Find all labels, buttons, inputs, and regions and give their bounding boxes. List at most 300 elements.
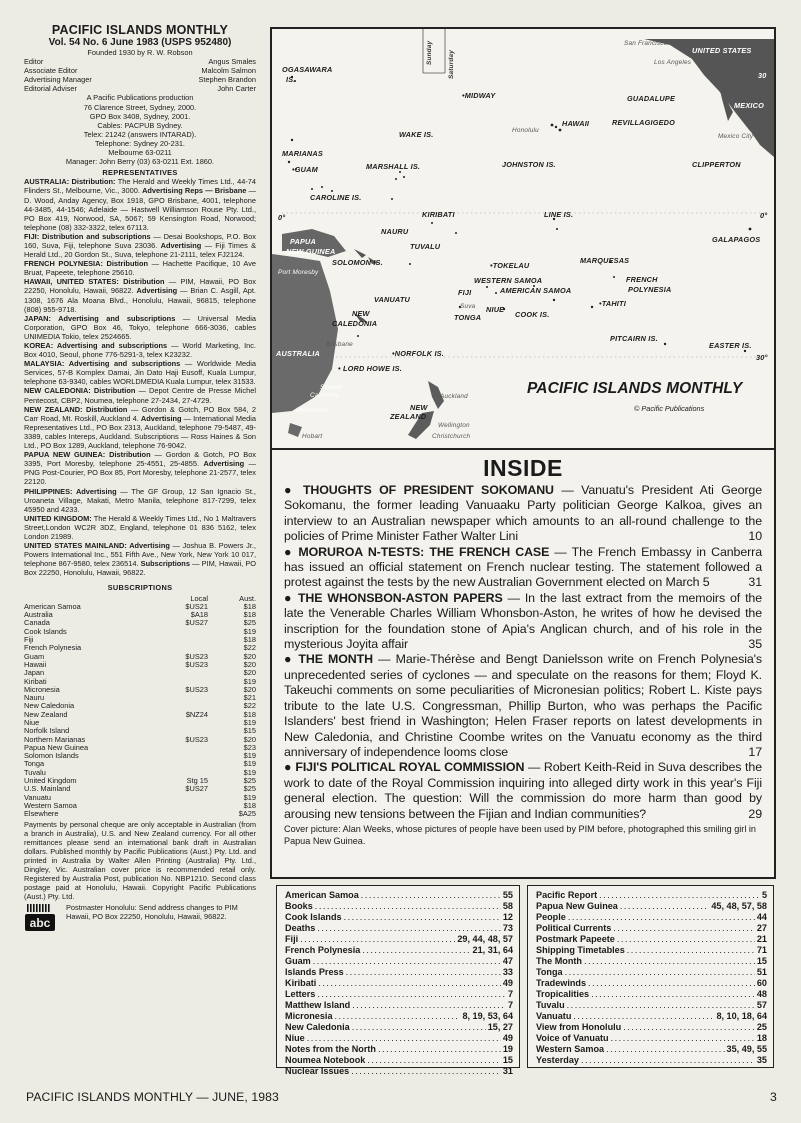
- rep-entry: [24, 359, 256, 386]
- sub-country: Niue: [24, 717, 40, 727]
- sub-aust-price: $25: [243, 618, 256, 628]
- index-pages: 7: [507, 1000, 513, 1010]
- rep-entry: [24, 514, 256, 541]
- sub-local-price: $US27: [185, 784, 208, 794]
- rep-subheading: Subscriptions: [140, 559, 190, 569]
- index-row: [536, 1044, 767, 1055]
- story-summary: — In the last extract from the memoirs of the late the Venerable Charles William Whonsbon-Aston, he writes of how he devised the inscription for the foundation stone of Apia's Anglican church, and of his role in the mysterious Joyita affair: [284, 590, 762, 652]
- index-leader: [567, 1000, 755, 1011]
- label-ogasawara-is: IS.: [286, 75, 296, 84]
- col-aust-header: Aust.: [239, 593, 256, 603]
- sub-local-price: [156, 719, 208, 727]
- sub-country: Japan: [24, 668, 45, 678]
- index-leader: [344, 912, 501, 923]
- index-leader: [568, 912, 755, 923]
- rep-entry: [24, 259, 256, 277]
- representatives-list: [24, 177, 256, 577]
- rep-heading: JAPAN: Advertising and subscriptions: [24, 313, 176, 323]
- index-pages: 71: [756, 945, 767, 955]
- story-headline: THOUGHTS OF PRESIDENT SOKOMANU: [302, 483, 554, 497]
- index-topic: Deaths: [285, 923, 316, 933]
- index-topic: Voice of Vanuatu: [536, 1033, 609, 1043]
- subscription-row: [24, 752, 256, 760]
- rep-heading: UNITED KINGDOM:: [24, 513, 92, 523]
- index-left: [276, 885, 520, 1076]
- index-leader: [351, 1066, 501, 1077]
- sub-country: Papua New Guinea: [24, 742, 89, 752]
- label-vanuatu: VANUATU: [374, 295, 410, 304]
- label-sunday: Sunday: [426, 40, 433, 65]
- index-leader: [573, 1011, 714, 1022]
- sub-aust-price: $19: [243, 626, 256, 636]
- index-row: [285, 978, 513, 989]
- rep-heading: HAWAII, UNITED STATES: Distribution: [24, 277, 165, 287]
- label-port-moresby: Port Moresby: [278, 269, 319, 276]
- label-galapagos: GALAPAGOS: [712, 235, 761, 244]
- index-pages: 51: [756, 967, 767, 977]
- label-papua: PAPUA: [290, 237, 317, 246]
- story-bullet: ●: [284, 760, 296, 775]
- index-topic: Micronesia: [285, 1011, 333, 1021]
- label-ogasawara: OGASAWARA: [282, 65, 333, 74]
- index-pages: 5: [761, 890, 767, 900]
- subscription-row: [24, 802, 256, 810]
- rep-heading: NEW ZEALAND: Distribution: [24, 404, 128, 414]
- rep-heading: FRENCH POLYNESIA: Distribution: [24, 259, 149, 269]
- label-midway: •MIDWAY: [462, 91, 496, 100]
- index-row: [536, 1000, 767, 1011]
- subscription-row: [24, 653, 256, 661]
- sub-country: Elsewhere: [24, 809, 59, 819]
- index-leader: [611, 1033, 755, 1044]
- story-item: [284, 545, 762, 591]
- story-page: 35: [748, 637, 762, 652]
- index-pages: 33: [502, 967, 513, 977]
- rep-entry: [24, 450, 256, 486]
- index-leader: [627, 945, 755, 956]
- subscription-row: [24, 644, 256, 652]
- index-pages: 60: [756, 978, 767, 988]
- map-brand-title: PACIFIC ISLANDS MONTHLY: [527, 380, 743, 397]
- index-row: [536, 1011, 767, 1022]
- index-pages: 73: [502, 923, 513, 933]
- index-leader: [565, 967, 755, 978]
- story-headline: MORUROA N-TESTS: THE FRENCH CASE: [298, 544, 550, 559]
- label-fiji: FIJI: [458, 288, 472, 297]
- postmaster-block: [24, 903, 256, 933]
- label-suva: Suva: [460, 303, 476, 310]
- label-cook: COOK IS.: [515, 310, 550, 319]
- index-row: [285, 989, 513, 1000]
- rep-text: — International Media Representatives Ltd., PO Box 2313, Auckland, telephone 79-5487, 49-3389, cables Intereps, Auckland. Subscriptions — Ross Haines & Son Ltd., PO Box 1289, Auckland, telephone 76-9042.: [24, 413, 256, 451]
- rep-text: — Universal Media Corporation, GPO Box 46, Tokyo, telephone 666-3036, cables UNIMEDIA Tokio, telex 2524665.: [24, 313, 256, 341]
- rep-entry: [24, 177, 256, 232]
- subscription-row: [24, 661, 256, 669]
- index-topic: Papua New Guinea: [536, 901, 618, 911]
- footer-title: PACIFIC ISLANDS MONTHLY — JUNE, 1983: [26, 1090, 279, 1104]
- sub-aust-price: $22: [243, 643, 256, 653]
- col-local-header: Local: [190, 593, 208, 603]
- rep-entry: [24, 314, 256, 341]
- label-pitcairn: PITCAIRN IS.: [610, 334, 658, 343]
- inside-heading: INSIDE: [483, 455, 563, 481]
- index-topic: Noumea Notebook: [285, 1055, 366, 1065]
- index-row: [536, 912, 767, 923]
- index-topic: Vanuatu: [536, 1011, 572, 1021]
- publisher-info: [24, 93, 256, 157]
- sub-local-price: [156, 760, 208, 768]
- rep-entry: [24, 232, 256, 259]
- index-leader: [317, 923, 501, 934]
- staff-role: Associate Editor: [24, 66, 78, 76]
- cover-caption: Cover picture: Alan Weeks, whose pictures of people have been used by PIM before, photographed this smiling girl in Papua New Guinea.: [284, 823, 756, 846]
- label-tuvalu: TUVALU: [410, 242, 441, 251]
- label-hawaii: HAWAII: [562, 119, 590, 128]
- index-pages: 8, 19, 53, 64: [462, 1011, 513, 1021]
- staff-row: [24, 84, 256, 93]
- index-topic: Yesterday: [536, 1055, 579, 1065]
- index-row: [536, 956, 767, 967]
- index-leader: [346, 967, 501, 978]
- index-pages: 45, 48, 57, 58: [711, 901, 767, 911]
- sub-aust-price: $25: [243, 776, 256, 786]
- rep-heading: NEW CALEDONIA: Distribution: [24, 386, 136, 396]
- index-pages: 19: [502, 1044, 513, 1054]
- subscription-row: [24, 760, 256, 768]
- index-topic: Matthew Island: [285, 1000, 351, 1010]
- label-solomon: SOLOMON IS.: [332, 258, 383, 267]
- sub-aust-price: $20: [243, 659, 256, 669]
- label-new-caledonia-2: CALEDONIA: [332, 319, 378, 328]
- subscription-row: [24, 711, 256, 719]
- sub-aust-price: $19: [243, 751, 256, 761]
- sub-aust-price: $19: [243, 767, 256, 777]
- staff-name: Angus Smales: [208, 57, 256, 67]
- label-marshall: MARSHALL IS.: [366, 162, 421, 171]
- story-summary: — The French Embassy in Canberra has issued an official statement on French nuclear testing. The statement followed a protest against the tests by the new Australian Government elected on March 5: [284, 544, 762, 590]
- index-pages: 15: [502, 1055, 513, 1065]
- label-christchurch: Christchurch: [432, 433, 471, 440]
- label-caroline: CAROLINE IS.: [310, 193, 362, 202]
- sub-aust-price: $18: [243, 601, 256, 611]
- rep-entry: [24, 487, 256, 514]
- index-topic: Cook Islands: [285, 912, 342, 922]
- label-tokelau: •TOKELAU: [490, 261, 530, 270]
- label-brisbane: Brisbane: [326, 341, 353, 348]
- index-pages: 49: [502, 978, 513, 988]
- sub-aust-price: $A25: [238, 809, 256, 819]
- index-pages: 21, 31, 64: [472, 945, 513, 955]
- staff-name: Malcolm Salmon: [201, 66, 256, 76]
- publisher-line: 76 Clarence Street, Sydney, 2000.: [83, 102, 197, 112]
- index-topic: Nuclear Issues: [285, 1066, 350, 1076]
- index-leader: [313, 956, 501, 967]
- rep-subheading: Advertising: [203, 459, 245, 469]
- index-row: [285, 1066, 513, 1077]
- label-johnston: JOHNSTON IS.: [502, 160, 556, 169]
- subscriptions-heading: SUBSCRIPTIONS: [107, 583, 173, 593]
- label-san-francisco: San Francisco: [624, 40, 668, 47]
- rep-subheading: Advertising: [136, 286, 178, 296]
- sub-local-price: [156, 636, 208, 644]
- label-polynesia: POLYNESIA: [628, 285, 672, 294]
- sub-country: New Zealand: [24, 709, 68, 719]
- sub-country: Solomon Islands: [24, 751, 79, 761]
- inside-contents: [270, 450, 776, 879]
- index-leader: [581, 1055, 755, 1066]
- sub-local-price: $US23: [185, 684, 208, 694]
- postmaster-text: Postmaster Honolulu: Send address changes to PIM Hawaii, PO Box 22250, Honolulu, Hawaii, 96822.: [66, 903, 238, 922]
- story-item: [284, 591, 762, 653]
- publisher-line: Melbourne 63-0211: [108, 148, 172, 158]
- sub-local-price: $US23: [185, 651, 208, 661]
- publisher-line: GPO Box 3408, Sydney, 2001.: [89, 111, 191, 121]
- rep-text: — Fiji Times & Herald Ltd., 20 Gordon St., Suva, telephone 21-2111, telex FJ2124.: [24, 240, 257, 260]
- rep-text: — Joshua B. Powers Jr., Powers International Inc., 551 Fifth Ave., New York, New York 10 017, telephone 867-9580, telex 236514.: [24, 541, 256, 569]
- story-page: 31: [748, 575, 762, 590]
- index-row: [536, 934, 767, 945]
- subscription-row: [24, 669, 256, 677]
- rep-text: — Desai Bookshops, P.O. Box 160, Suva, Fiji, telephone Suva 23036.: [24, 231, 256, 250]
- sub-aust-price: $20: [243, 684, 256, 694]
- sub-local-price: $US23: [185, 659, 208, 669]
- staff-row: [24, 57, 256, 66]
- label-new-caledonia-1: NEW: [352, 309, 370, 318]
- sub-country: Northern Marianas: [24, 734, 86, 744]
- label-mexico-city: Mexico City: [718, 133, 754, 140]
- rep-text: — PIM, Hawaii, PO Box 22250, Honolulu, Hawaii, 96822.: [24, 559, 256, 578]
- sub-local-price: $NZ24: [185, 709, 208, 719]
- index-topic: New Caledonia: [285, 1022, 350, 1032]
- label-auckland: Auckland: [440, 393, 468, 400]
- index-row: [285, 1044, 513, 1055]
- label-melbourne: Melbourne: [296, 407, 328, 414]
- sub-aust-price: $19: [243, 759, 256, 769]
- index-row: [285, 923, 513, 934]
- story-list: [284, 483, 762, 822]
- index-pages: 58: [502, 901, 513, 911]
- rep-text: — D. Wood, Anday Agency, Box 1918, GPO Brisbane, 4001, telephone 44-3485, 44-1546; Adelaide — Hastwell Williamson Rouse Pty. Ltd., PO Box 419, Norwood, SA, 5067; 59 Kensington Road, Norwood; telephone (08) 332-3322, telex 67113.: [24, 186, 257, 232]
- index-leader: [352, 1022, 486, 1033]
- label-nauru: NAURU: [381, 227, 409, 236]
- label-kiribati: KIRIBATI: [422, 210, 455, 219]
- sub-local-price: [156, 669, 208, 677]
- label-american-samoa: AMERICAN SAMOA: [500, 286, 572, 295]
- story-bullet: ●: [284, 652, 299, 667]
- map-copyright: © Pacific Publications: [634, 404, 705, 413]
- svg-text:abc: abc: [29, 916, 51, 931]
- index-pages: 12: [502, 912, 513, 922]
- sub-country: Australia: [24, 610, 53, 620]
- sub-local-price: [156, 794, 208, 802]
- sub-local-price: [156, 802, 208, 810]
- sub-local-price: $A18: [190, 610, 208, 620]
- index-leader: [599, 890, 760, 901]
- subscription-row: [24, 611, 256, 619]
- index-pages: 29, 44, 48, 57: [457, 934, 513, 944]
- index-pages: 35, 49, 55: [726, 1044, 767, 1054]
- story-headline: THE WHONSBON-ASTON PAPERS: [297, 590, 503, 605]
- rep-entry: [24, 277, 256, 313]
- label-los-angeles: Los Angeles: [654, 59, 692, 66]
- rep-text: — PIM, Hawaii, PO Box 22250, Honolulu, Hawaii, 96822.: [24, 277, 257, 296]
- rep-heading: UNITED STATES MAINLAND: Advertising: [24, 541, 170, 551]
- masthead-volume: Vol. 54 No. 6 June 1983 (USPS 952480): [48, 37, 232, 48]
- index-topic: Tradewinds: [536, 978, 587, 988]
- sub-country: Guam: [24, 651, 45, 661]
- sub-country: New Caledonia: [24, 701, 75, 711]
- index-leader: [606, 1044, 724, 1055]
- index-pages: 35: [756, 1055, 767, 1065]
- sub-local-price: $US27: [185, 618, 208, 628]
- sub-country: Kiribati: [24, 676, 47, 686]
- rep-text: — Depot Centre de Presse Michel Pentecost, CBP2, Noumea, telephone 27-2434, 27-4729.: [24, 386, 256, 405]
- sub-local-price: Stg 15: [186, 776, 208, 786]
- rep-subheading: Advertising: [160, 240, 202, 250]
- index-row: [285, 967, 513, 978]
- index-topic: Tonga: [536, 967, 563, 977]
- index-row: [285, 912, 513, 923]
- rep-entry: [24, 386, 256, 404]
- index-row: [536, 901, 767, 912]
- rep-heading: PAPUA NEW GUINEA: Distribution: [24, 450, 151, 460]
- label-hobart: Hobart: [302, 433, 323, 440]
- label-wellington: Wellington: [438, 422, 470, 429]
- rep-heading: FIJI: Distribution and subscriptions: [24, 231, 151, 241]
- rep-text: — World Marketing, Inc. Box 4010, Seoul, phone 776-5291-3, telex K23232.: [24, 341, 257, 360]
- index-pages: 8, 10, 18, 64: [716, 1011, 767, 1021]
- story-summary: — Robert Keith-Reid in Suva describes the work to date of the Royal Commission inquiring into alleged dirty work in this year's Fiji general election. The question: Will the commission do more harm than good by arousing new tensions between the Fijian and Indian communities?: [284, 760, 762, 821]
- subscription-row: [24, 628, 256, 636]
- index-leader: [335, 1011, 461, 1022]
- index-pages: 55: [502, 890, 513, 900]
- sub-country: American Samoa: [24, 601, 81, 611]
- page-number: 3: [770, 1090, 777, 1104]
- sub-country: Tonga: [24, 759, 45, 769]
- sub-aust-price: $20: [243, 651, 256, 661]
- staff-row: [24, 75, 256, 84]
- index-row: [536, 989, 767, 1000]
- rep-text: — Worldwide Media Services, 57-B Komplex Damai, Jin Dato Haji Eusoff, Kuala Lumpur, telephone 63-9340, cables WORLDMEDIA Kuala Lumpur, telex 31533.: [24, 359, 256, 387]
- label-tonga: TONGA: [454, 313, 482, 322]
- rep-heading: AUSTRALIA: Distribution:: [24, 177, 116, 187]
- sub-aust-price: $20: [243, 734, 256, 744]
- story-headline: THE MONTH: [298, 652, 373, 667]
- index-leader: [352, 1000, 506, 1011]
- sub-country: Vanuatu: [24, 792, 51, 802]
- index-leader: [361, 890, 501, 901]
- sub-aust-price: $18: [243, 635, 256, 645]
- index-topic: Western Samoa: [536, 1044, 605, 1054]
- index-topic: Pacific Report: [536, 890, 598, 900]
- staff-name: Stephen Brandon: [198, 75, 256, 85]
- index-pages: 31: [502, 1066, 513, 1076]
- index-row: [536, 967, 767, 978]
- label-tahiti: •TAHITI: [599, 299, 626, 308]
- label-lat-30-right: 30: [758, 71, 767, 80]
- sub-aust-price: $15: [243, 726, 256, 736]
- subscriptions-table: [24, 603, 256, 819]
- index-topic: Kiribati: [285, 978, 317, 988]
- founded-line: Founded 1930 by R. W. Robson: [87, 48, 193, 57]
- index-leader: [623, 1022, 755, 1033]
- sub-local-price: [156, 628, 208, 636]
- label-new-zealand-1: NEW: [410, 403, 428, 412]
- rep-entry: [24, 341, 256, 359]
- sub-local-price: $US23: [185, 734, 208, 744]
- label-australia: AUSTRALIA: [276, 349, 320, 358]
- story-page: 29: [748, 806, 762, 821]
- label-sydney: Sydney: [320, 384, 343, 391]
- index-row: [285, 945, 513, 956]
- label-united-states: UNITED STATES: [692, 46, 752, 55]
- index-topic: Shipping Timetables: [536, 945, 625, 955]
- label-niue: NIUE: [486, 305, 505, 314]
- masthead-column: [24, 24, 256, 933]
- story-headline: FIJI'S POLITICAL ROYAL COMMISSION: [295, 760, 525, 775]
- staff-row: [24, 66, 256, 75]
- sub-aust-price: $18: [243, 610, 256, 620]
- index-row: [285, 1033, 513, 1044]
- index-pages: 15: [756, 956, 767, 966]
- index-pages: 49: [502, 1033, 513, 1043]
- index-row: [536, 1055, 767, 1066]
- rep-heading: KOREA: Advertising and subscriptions: [24, 341, 168, 350]
- index-pages: 57: [756, 1000, 767, 1010]
- index-topic: Political Currents: [536, 923, 612, 933]
- index-pages: 25: [756, 1022, 767, 1032]
- label-mexico: MEXICO: [734, 101, 764, 110]
- label-honolulu: Honolulu: [512, 127, 539, 134]
- sub-country: Micronesia: [24, 684, 60, 694]
- label-guam: •GUAM: [292, 165, 318, 174]
- index-leader: [315, 901, 501, 912]
- sub-country: Canada: [24, 618, 50, 628]
- index-pages: 18: [756, 1033, 767, 1043]
- sub-local-price: [156, 744, 208, 752]
- staff-role: Editorial Adviser: [24, 84, 77, 94]
- index-topic: The Month: [536, 956, 582, 966]
- index-topic: View from Honolulu: [536, 1022, 622, 1032]
- story-bullet: ●: [284, 544, 299, 559]
- sub-local-price: [156, 810, 208, 818]
- masthead-title: PACIFIC ISLANDS MONTHLY: [51, 23, 229, 37]
- rep-text: — Gordon & Gotch, PO Box 584, 2 Carr Road, Mt. Roskill, Auckland 4.: [24, 404, 256, 423]
- staff-role: Advertising Manager: [24, 75, 92, 85]
- index-row: [536, 890, 767, 901]
- subscription-row: [24, 810, 256, 818]
- sub-aust-price: $18: [243, 800, 256, 810]
- staff-list: [24, 57, 256, 93]
- rep-text: — Brian C. Asgill, Apt. 1308, 1676 Ala Moana Blvd., Honolulu, Hawaii, 96815, telephone (808) 955-9718.: [24, 286, 256, 314]
- index-row: [285, 956, 513, 967]
- sub-local-price: [156, 752, 208, 760]
- rep-text: The Herald and Weekly Times Ltd., 44-74 Flinders St., Melbourne, Vic., 3000.: [24, 177, 257, 196]
- sub-aust-price: $23: [243, 742, 256, 752]
- sub-country: Tuvalu: [24, 767, 46, 777]
- rep-text: — PNG Post-Courier, PO Box 85, Port Moresby, telephone 21-2577, telex 22120.: [24, 459, 256, 487]
- index-leader: [300, 934, 455, 945]
- index-topic: Islands Press: [285, 967, 344, 977]
- index-row: [285, 1011, 513, 1022]
- rep-text: — Hachette Pacifique, 10 Ave Bruat, Papeete, telephone 25610.: [24, 259, 257, 278]
- rep-text: — Gordon & Gotch, PO Box 3395, Port Moresby, telephone 25-4551, 25-4855.: [24, 450, 256, 469]
- label-marianas: MARIANAS: [282, 149, 323, 158]
- index-row: [536, 1022, 767, 1033]
- index-pages: 48: [756, 989, 767, 999]
- rep-heading: MALAYSIA: Advertising and subscriptions: [24, 359, 181, 369]
- story-item: [284, 483, 762, 545]
